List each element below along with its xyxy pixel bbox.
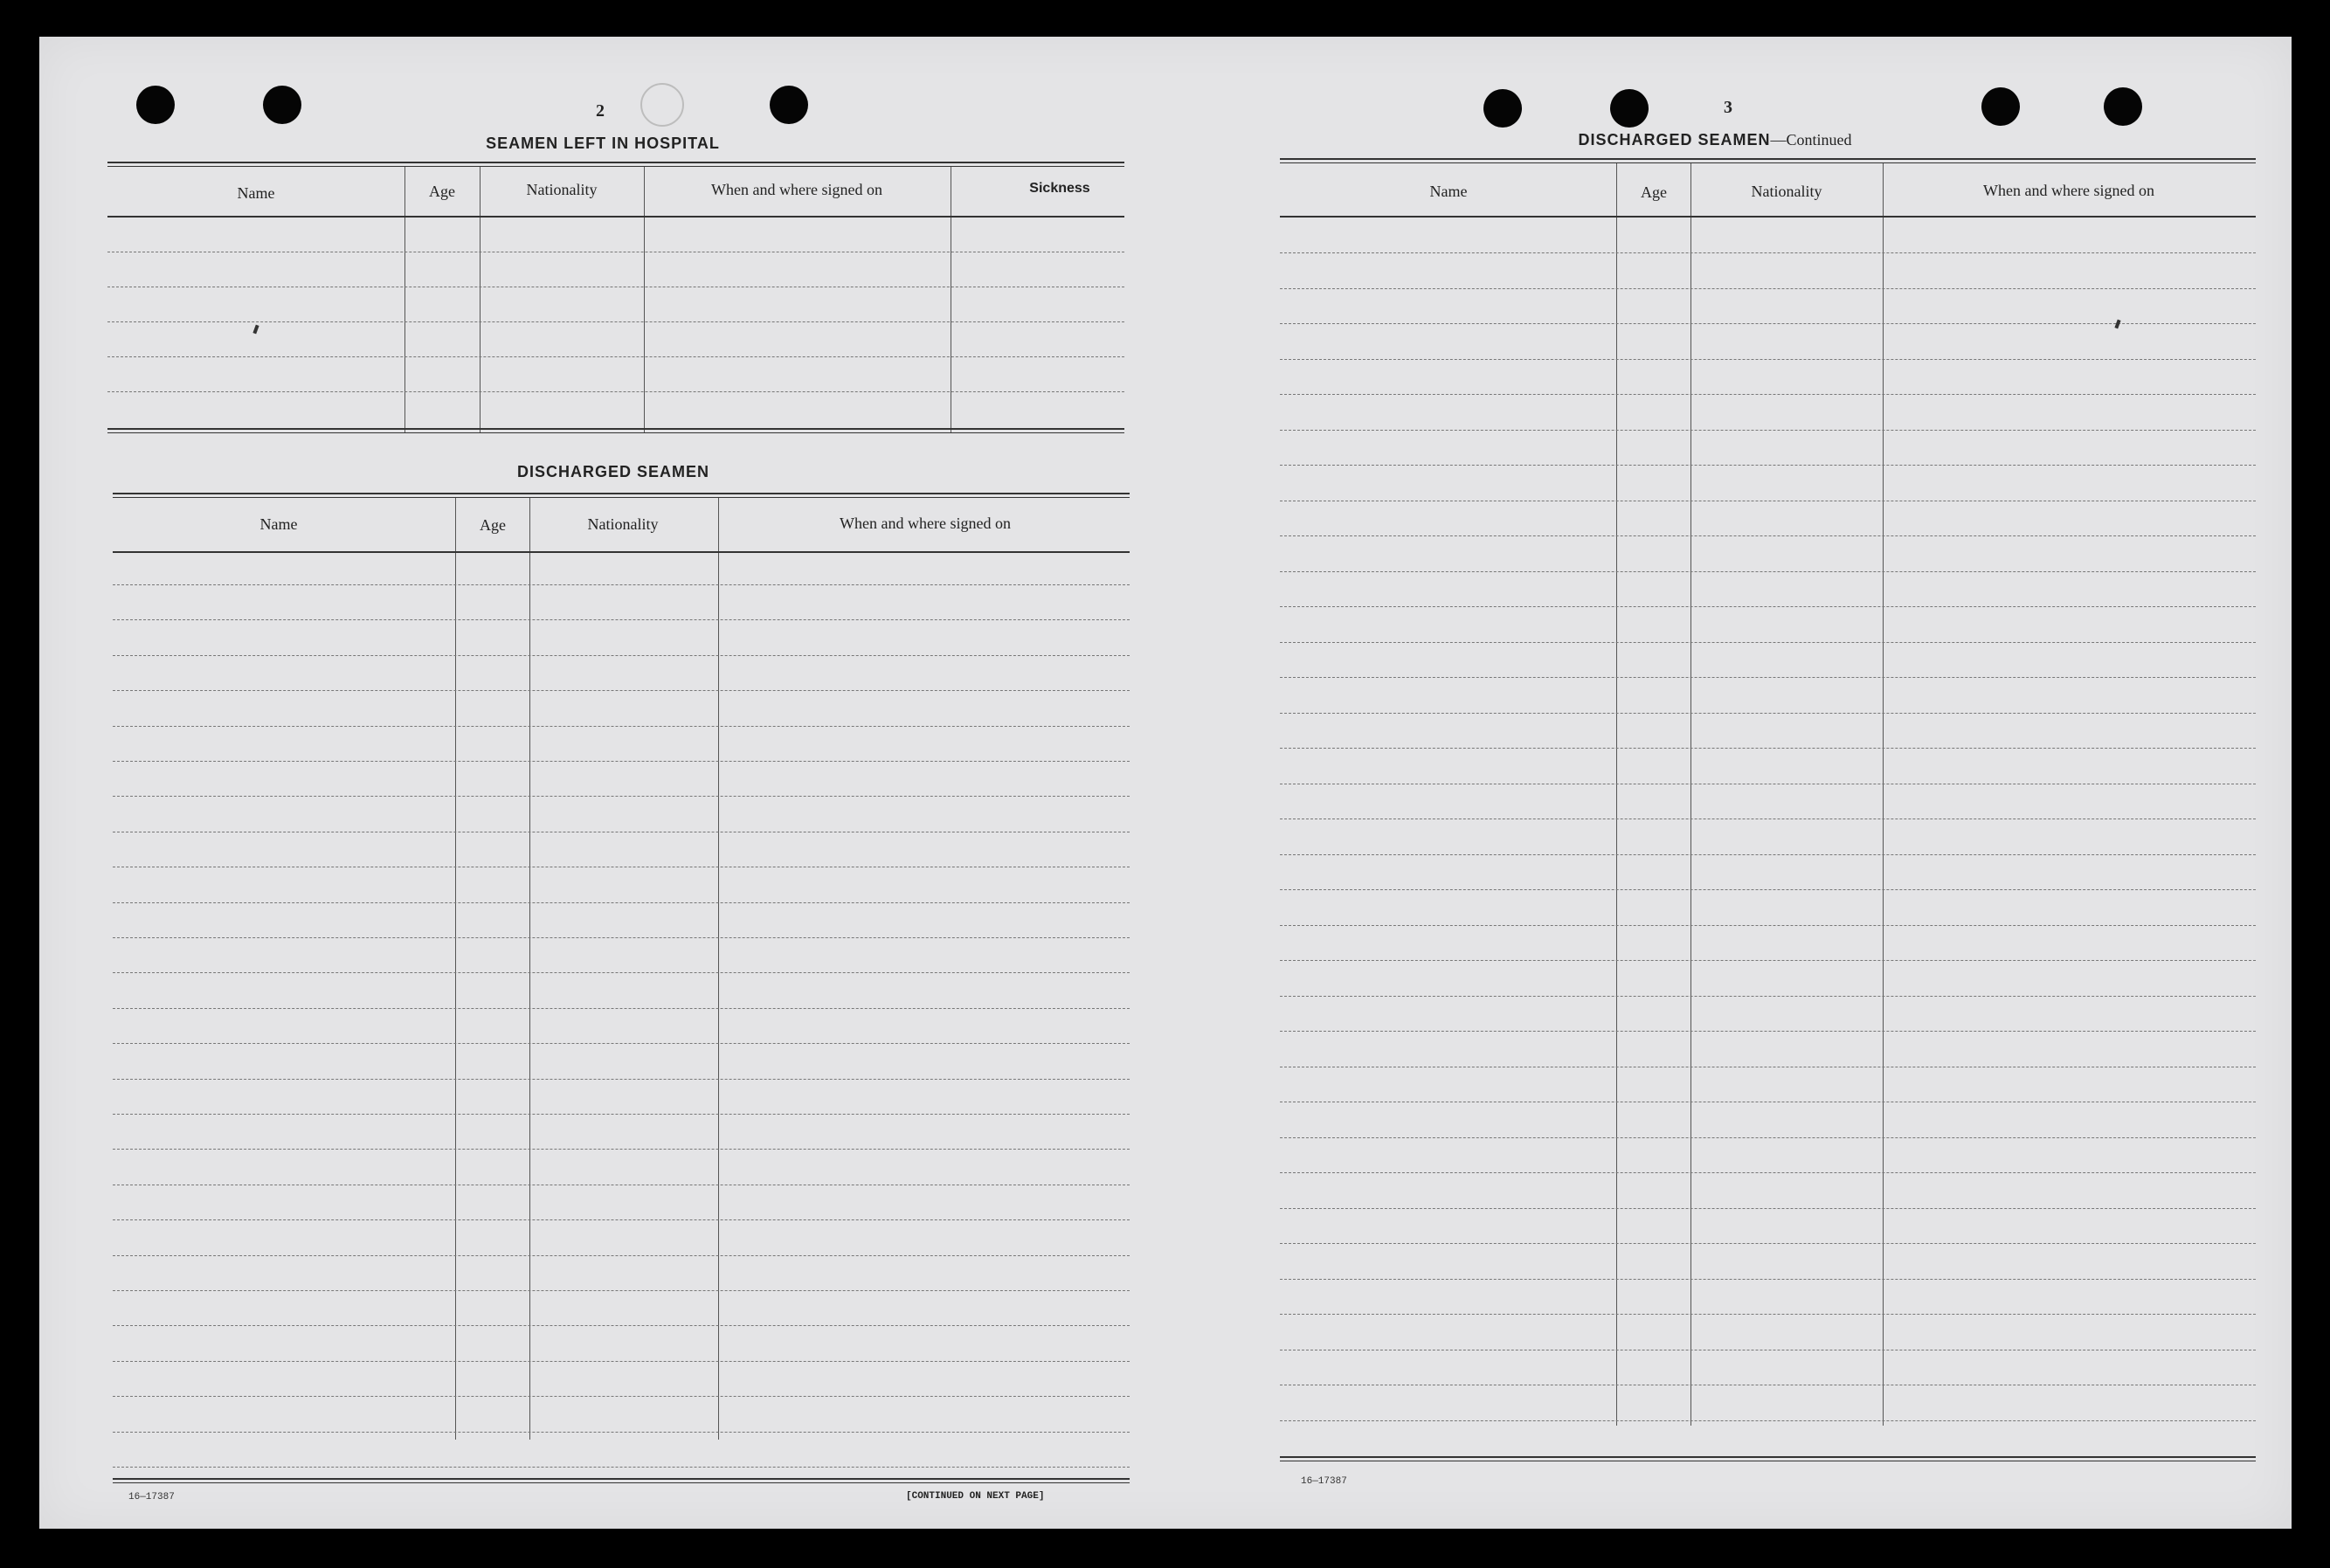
table-row <box>1280 394 2256 395</box>
page-number: 2 <box>596 101 605 121</box>
table-row <box>1280 606 2256 607</box>
right-page <box>1166 37 2292 1529</box>
table-row <box>113 1114 1130 1115</box>
discharged-section-title: DISCHARGED SEAMEN <box>516 463 710 480</box>
table-row <box>113 1043 1130 1044</box>
left-page <box>39 37 1166 1529</box>
header-bottom-rule <box>113 551 1130 553</box>
column-header-name: Name <box>237 184 275 202</box>
table-row <box>107 391 1124 392</box>
table-row <box>113 902 1130 903</box>
table-row <box>1280 252 2256 253</box>
table-row <box>1280 1420 2256 1421</box>
column-divider <box>455 498 456 1440</box>
table-row <box>1280 925 2256 926</box>
section-title-main: DISCHARGED SEAMEN <box>1578 131 1771 149</box>
discharged-table <box>113 493 1130 1489</box>
section-title-continued: —Continued <box>1770 131 1852 149</box>
table-row <box>1280 1137 2256 1138</box>
table-row <box>113 726 1130 727</box>
table-row <box>1280 1279 2256 1280</box>
discharged-continued-table <box>1280 158 2256 1468</box>
table-row <box>1280 1314 2256 1315</box>
discharged-continued-title <box>1578 131 1851 149</box>
table-row <box>1280 960 2256 961</box>
table-row <box>113 1396 1130 1397</box>
table-row <box>113 1008 1130 1009</box>
table-row <box>113 1255 1130 1256</box>
table-top-rule <box>113 493 1130 498</box>
form-code: 16—17387 <box>128 1492 175 1502</box>
table-row <box>1280 323 2256 324</box>
table-row <box>1280 996 2256 997</box>
table-row <box>1280 677 2256 678</box>
column-header-when-where: When and where signed on <box>1983 182 2154 199</box>
column-header-sickness: Sickness <box>1029 181 1090 196</box>
table-row <box>113 1361 1130 1362</box>
table-row <box>113 1149 1130 1150</box>
table-row <box>1280 465 2256 466</box>
form-code: 16—17387 <box>1301 1476 1347 1487</box>
header-bottom-rule <box>107 216 1124 218</box>
table-top-rule <box>1280 158 2256 163</box>
table-row <box>113 690 1130 691</box>
hospital-section-title: SEAMEN LEFT IN HOSPITAL <box>486 135 720 152</box>
table-row <box>1280 359 2256 360</box>
table-row <box>113 796 1130 797</box>
table-bottom-rule <box>1280 1456 2256 1461</box>
table-row <box>113 1290 1130 1291</box>
table-row <box>107 321 1124 322</box>
column-divider <box>1883 163 1884 1426</box>
table-row <box>1280 430 2256 431</box>
table-row <box>113 937 1130 938</box>
table-row <box>113 972 1130 973</box>
column-header-nationality: Nationality <box>526 181 598 198</box>
table-row <box>1280 535 2256 536</box>
column-divider <box>480 167 481 432</box>
table-row <box>1280 1208 2256 1209</box>
table-row <box>113 655 1130 656</box>
table-row <box>1280 889 2256 890</box>
table-top-rule <box>107 162 1124 167</box>
table-row <box>1280 748 2256 749</box>
table-row <box>113 619 1130 620</box>
document-sheet <box>39 37 2292 1529</box>
column-header-age: Age <box>480 516 506 534</box>
column-divider <box>529 498 530 1440</box>
column-header-nationality: Nationality <box>1751 183 1822 200</box>
table-row <box>1280 642 2256 643</box>
table-row <box>1280 571 2256 572</box>
hospital-table <box>107 162 1124 480</box>
page-number: 3 <box>1724 98 1732 117</box>
header-bottom-rule <box>1280 216 2256 218</box>
column-header-age: Age <box>1641 183 1667 201</box>
column-header-when-where: When and where signed on <box>711 181 882 198</box>
table-row <box>113 761 1130 762</box>
table-row <box>107 356 1124 357</box>
column-divider <box>404 167 405 432</box>
continued-note: [CONTINUED ON NEXT PAGE] <box>906 1491 1045 1502</box>
table-row <box>1280 1031 2256 1032</box>
table-row <box>113 1325 1130 1326</box>
column-header-name: Name <box>1429 183 1468 200</box>
table-row <box>113 1432 1130 1433</box>
column-divider <box>1616 163 1617 1426</box>
column-divider <box>1690 163 1691 1426</box>
column-header-name: Name <box>259 515 298 533</box>
table-row <box>1280 854 2256 855</box>
table-bottom-rule <box>113 1478 1130 1483</box>
column-header-nationality: Nationality <box>587 515 659 533</box>
table-row <box>1280 1172 2256 1173</box>
table-row <box>1280 1243 2256 1244</box>
table-row <box>113 1079 1130 1080</box>
column-divider <box>718 498 719 1440</box>
table-row <box>113 584 1130 585</box>
table-row <box>113 1219 1130 1220</box>
table-row <box>1280 713 2256 714</box>
column-divider <box>644 167 645 432</box>
table-row <box>113 1467 1130 1468</box>
column-header-when-where: When and where signed on <box>840 515 1011 532</box>
table-row <box>1280 288 2256 289</box>
table-bottom-rule <box>107 428 1124 433</box>
column-header-age: Age <box>429 183 455 200</box>
